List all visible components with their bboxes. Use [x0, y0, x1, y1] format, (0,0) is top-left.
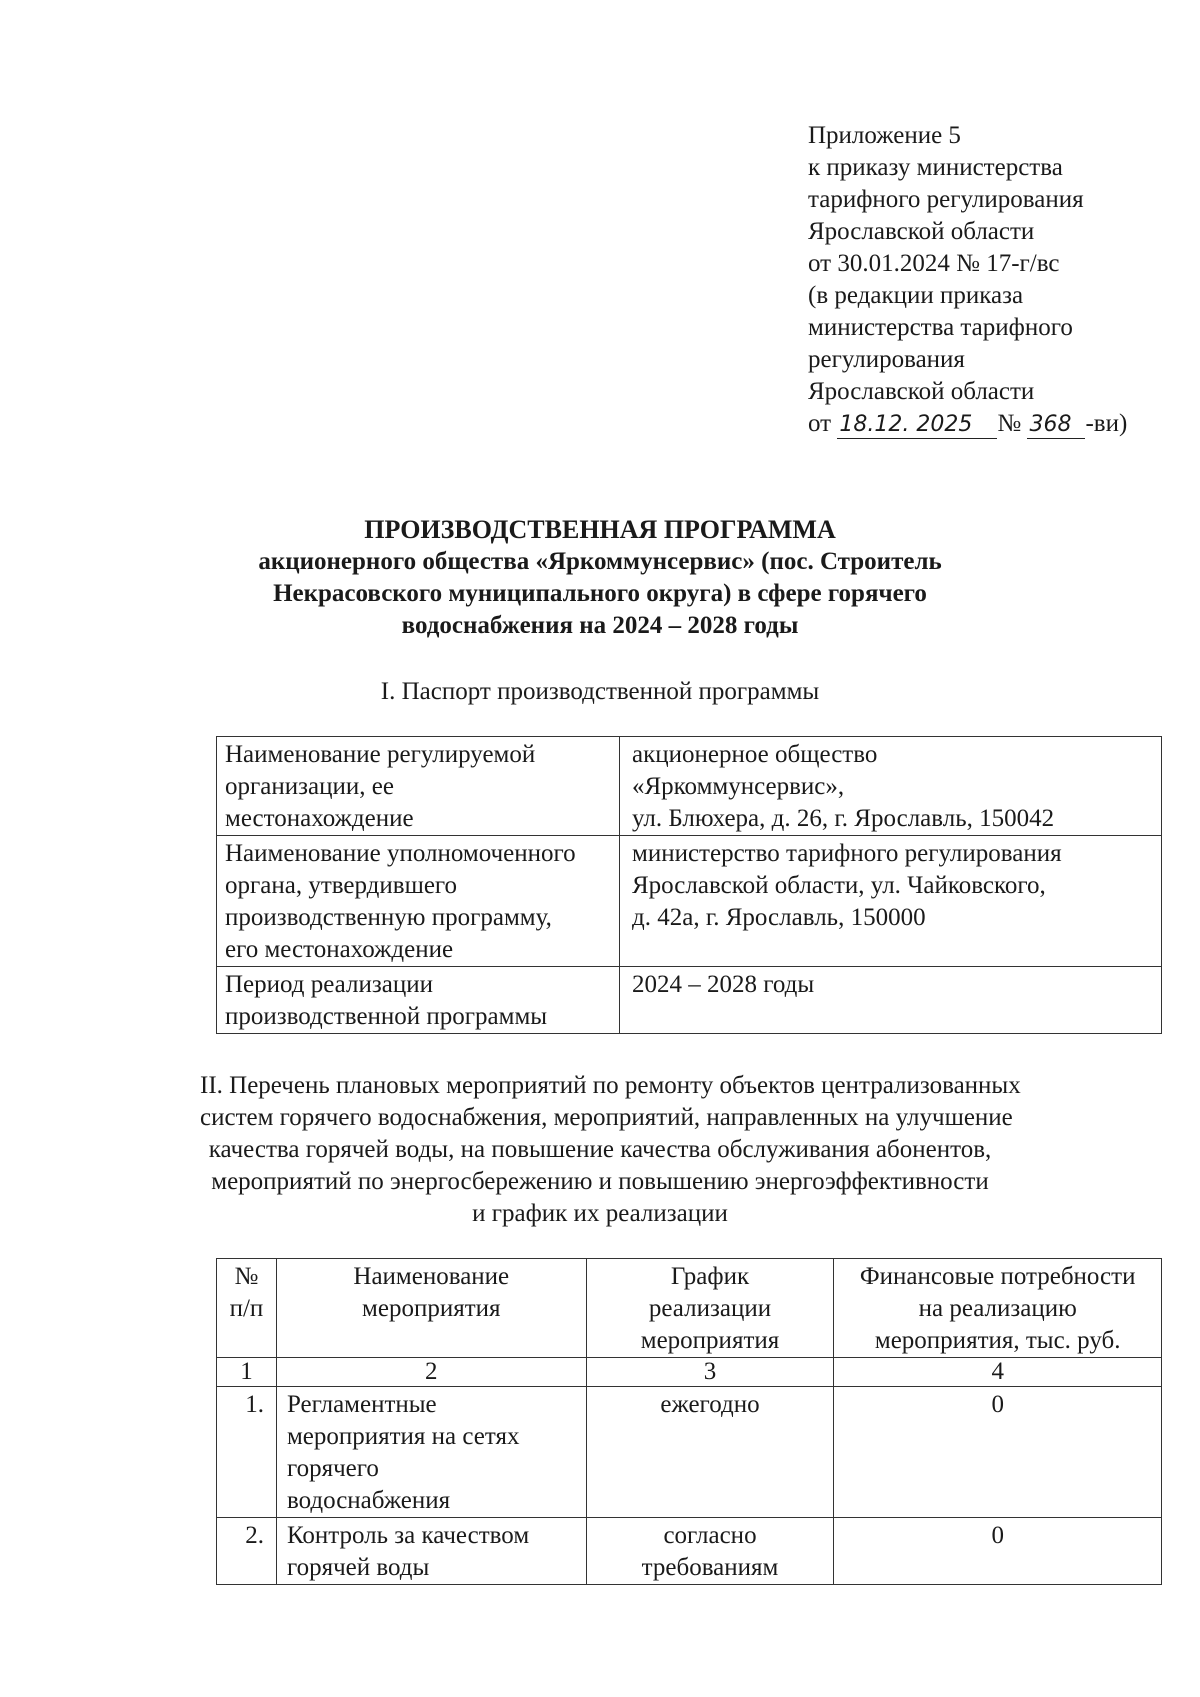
text-line: График — [670, 1263, 750, 1290]
column-header — [276, 1259, 586, 1358]
number-sign: № — [997, 410, 1022, 437]
text-line: Ярославской области, ул. Чайковского, — [632, 872, 1046, 899]
table-row — [217, 836, 1162, 967]
text-line: мероприятия — [362, 1295, 501, 1322]
text-line: мероприятия — [640, 1327, 780, 1354]
appendix-line: регулирования — [808, 346, 965, 373]
appendix-line: Ярославской области — [808, 378, 1035, 405]
heading-line: II. Перечень плановых мероприятий по ремонту объектов централизованных — [200, 1072, 1021, 1099]
row-number: 2. — [217, 1518, 277, 1585]
text-line: Регламентные — [286, 1391, 437, 1418]
text-line: Финансовые потребности — [859, 1263, 1136, 1290]
appendix-line: от 30.01.2024 № 17-г/вс — [808, 250, 1060, 277]
heading-line: систем горячего водоснабжения, мероприятий, направленных на улучшение — [200, 1104, 1013, 1131]
table-row — [217, 737, 1162, 836]
table-row — [217, 1387, 1162, 1518]
passport-label — [217, 737, 620, 836]
text-line: производственной программы — [225, 1003, 548, 1030]
text-line: горячей воды — [286, 1554, 430, 1581]
text-line: Наименование уполномоченного — [225, 840, 576, 867]
event-name — [276, 1518, 586, 1585]
text-line: Наименование регулируемой — [225, 741, 536, 768]
text-line: Контроль за качеством — [286, 1522, 530, 1549]
column-index: 1 — [217, 1358, 277, 1387]
event-finance: 0 — [834, 1518, 1162, 1585]
appendix-line: (в редакции приказа — [808, 282, 1024, 309]
passport-label — [217, 967, 620, 1034]
appendix-amendment-line — [808, 408, 1188, 440]
title-sub-line: Некрасовского муниципального округа) в сфере горячего — [273, 580, 927, 607]
row-number: 1. — [217, 1387, 277, 1518]
section2-heading — [200, 1070, 1021, 1230]
passport-table — [216, 736, 1162, 1034]
appendix-line: Ярославской области — [808, 218, 1035, 245]
appendix-line: Приложение 5 — [808, 122, 961, 149]
text-line: Период реализации — [225, 971, 433, 998]
text-line: согласно — [663, 1522, 757, 1549]
text-line: местонахождение — [225, 805, 414, 832]
heading-line: качества горячей воды, на повышение качества обслуживания абонентов, — [208, 1136, 992, 1163]
text-line: требованиям — [641, 1554, 779, 1581]
amendment-suffix: -ви) — [1085, 410, 1128, 437]
column-header — [834, 1259, 1162, 1358]
event-finance: 0 — [834, 1387, 1162, 1518]
passport-label — [217, 836, 620, 967]
table-header-row — [217, 1259, 1162, 1358]
column-index-row — [217, 1358, 1162, 1387]
passport-value — [620, 967, 1162, 1034]
text-line: на реализацию — [918, 1295, 1077, 1322]
text-line: организации, ее — [225, 773, 394, 800]
text-line: акционерное общество — [632, 741, 878, 768]
amendment-prefix: от — [808, 410, 832, 437]
appendix-line: министерства тарифного — [808, 314, 1073, 341]
column-header — [586, 1259, 834, 1358]
text-line: п/п — [229, 1295, 264, 1322]
table-row — [217, 1518, 1162, 1585]
appendix-block — [808, 120, 1188, 440]
passport-value — [620, 836, 1162, 967]
text-line: водоснабжения — [286, 1487, 451, 1514]
document-title — [200, 514, 1000, 642]
text-line: № — [234, 1263, 259, 1290]
text-line: реализации — [648, 1295, 772, 1322]
handwritten-number: 368 — [1027, 412, 1085, 439]
table-row — [217, 967, 1162, 1034]
heading-line: мероприятий по энергосбережению и повышению энергоэффективности — [211, 1168, 989, 1195]
events-table — [216, 1258, 1162, 1585]
text-line: Наименование — [353, 1263, 510, 1290]
event-schedule — [586, 1518, 834, 1585]
text-line: его местонахождение — [225, 936, 454, 963]
text-line: «Яркоммунсервис», — [632, 773, 845, 800]
text-line: мероприятия на сетях — [286, 1423, 520, 1450]
title-sub-line: акционерного общества «Яркоммунсервис» (пос. Строитель — [258, 548, 942, 575]
appendix-line: тарифного регулирования — [808, 186, 1084, 213]
event-name — [276, 1387, 586, 1518]
column-index: 3 — [586, 1358, 834, 1387]
column-index: 4 — [834, 1358, 1162, 1387]
appendix-line: к приказу министерства — [808, 154, 1063, 181]
text-line: ул. Блюхера, д. 26, г. Ярославль, 150042 — [632, 805, 1055, 832]
text-line: горячего — [286, 1455, 379, 1482]
text-line: производственную программу, — [225, 904, 552, 931]
title-main: ПРОИЗВОДСТВЕННАЯ ПРОГРАММА — [364, 515, 836, 544]
text-line: мероприятия, тыс. руб. — [874, 1327, 1121, 1354]
text-line: 2024 – 2028 годы — [632, 971, 815, 998]
text-line: органа, утвердившего — [225, 872, 458, 899]
title-sub-line: водоснабжения на 2024 – 2028 годы — [401, 612, 799, 639]
text-line: министерство тарифного регулирования — [632, 840, 1062, 867]
handwritten-date: 18.12. 2025 — [837, 412, 997, 439]
section1-heading: I. Паспорт производственной программы — [380, 678, 820, 705]
passport-value — [620, 737, 1162, 836]
event-schedule — [586, 1387, 834, 1518]
text-line: ежегодно — [660, 1391, 760, 1418]
column-index: 2 — [276, 1358, 586, 1387]
column-header — [217, 1259, 277, 1358]
heading-line: и график их реализации — [472, 1200, 728, 1227]
text-line: д. 42а, г. Ярославль, 150000 — [632, 904, 926, 931]
